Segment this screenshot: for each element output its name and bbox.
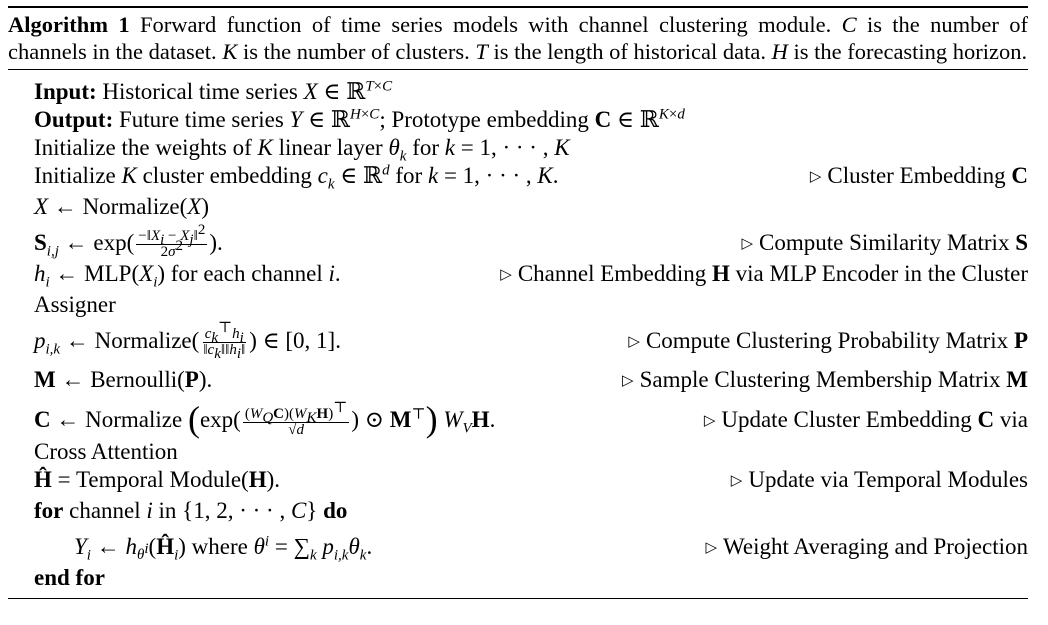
comment-weight-averaging: ▷ Weight Averaging and Projection <box>705 533 1028 559</box>
line-weight-averaging: $Y_i$ ← $h_{\theta^i}(Ĥ_i)$ where $\theta^i = \sum_k$ $p_{i,k}\theta_k$. ▷ Weight Averaging and Projection <box>74 533 1028 564</box>
triangle-icon: ▷ <box>628 334 640 351</box>
comment-temporal: ▷ Update via Temporal Modules <box>730 466 1028 492</box>
triangle-icon: ▷ <box>622 373 634 390</box>
line-mlp: $h_i$ ← $MLP(X_i)$ for each channel i. ▷ Channel Embedding H via MLP Encoder in the Cluster <box>34 261 1028 291</box>
keyword-input: Input: <box>34 79 97 104</box>
line-similarity: $S_{i,j}$ ← exp( $\frac{-‖X_i - X_j‖^2}{2\sigma^2}$ ). ▷ Compute Similarity Matrix S <box>34 222 1028 261</box>
line-for-loop: for channel i in {1, 2, · · · , C} do <box>34 497 348 523</box>
triangle-icon: ▷ <box>703 413 716 430</box>
comment-channel-embedding: ▷ Channel Embedding H via MLP Encoder in the Cluster <box>500 261 1028 287</box>
line-init-weights: Initialize the weights of K linear layer $\theta_k$ for k = 1, · · · , K <box>34 135 570 165</box>
line-output: Output: Future time series Y ∈ ℝ$^{H\times C}$; Prototype embedding C ∈ ℝ$^{K\times d}$ <box>34 106 685 132</box>
bottom-rule <box>8 598 1028 599</box>
triangle-icon: ▷ <box>730 472 743 489</box>
comment-cluster-embedding: ▷ Cluster Embedding C <box>809 163 1028 188</box>
keyword-do: do <box>323 497 348 523</box>
triangle-icon: ▷ <box>809 169 822 185</box>
line-cross-attention: C ← Normalize (exp( $\frac{(W_QC)(W_KH)^⊤}{√d}$ ) ⊙ M⊤) $W_VH$. ▷ Update Cluster Embedding C via <box>34 399 1028 440</box>
line-normalize: X ← Normalize(X) <box>34 194 210 219</box>
algorithm-block <box>8 6 1028 599</box>
algorithm-label: Algorithm 1 <box>8 12 130 37</box>
line-init-embedding: Initialize K cluster embedding $c_k$ ∈ ℝ$^d$ for k = 1, · · · , K. ▷ Cluster Embedding C <box>34 162 1028 193</box>
line-bernoulli: M ← Bernoulli(P). ▷ Sample Clustering Membership Matrix M <box>34 366 1028 397</box>
keyword-output: Output: <box>34 107 114 132</box>
line-cross-attention-cont: Cross Attention <box>34 438 178 464</box>
comment-cross-attention: ▷ Update Cluster Embedding C via <box>703 407 1028 433</box>
algorithm-caption: Algorithm 1 Forward function of time series models with channel clustering module. C is the number of channels in the dataset. K is the number of clusters. T is the length of historical data. H is the forecasting horizon. <box>8 12 1028 64</box>
keyword-for: for <box>34 497 64 523</box>
keyword-end-for: end for <box>34 564 105 590</box>
triangle-icon: ▷ <box>705 539 718 556</box>
triangle-icon: ▷ <box>500 267 512 284</box>
line-temporal: Ĥ = Temporal Module(H). ▷ Update via Temporal Modules <box>34 466 1028 497</box>
comment-similarity: ▷ Compute Similarity Matrix S <box>741 230 1028 255</box>
algorithm-body <box>8 70 1028 598</box>
triangle-icon: ▷ <box>741 236 754 252</box>
comment-probability: ▷ Compute Clustering Probability Matrix P <box>628 328 1028 354</box>
line-input: Input: Historical time series X ∈ ℝ$^{T\times C}$ <box>34 78 393 104</box>
line-end-for <box>34 564 1028 592</box>
line-probability: $p_{i,k}$ ← Normalize( $\frac{c_k^⊤h_i}{‖c_k‖‖h_i‖}$ ) ∈ [0, 1]. ▷ Compute Clustering Probability Matrix P <box>34 320 1028 363</box>
line-mlp-cont: Assigner <box>34 292 116 318</box>
comment-membership: ▷ Sample Clustering Membership Matrix M <box>622 367 1028 393</box>
